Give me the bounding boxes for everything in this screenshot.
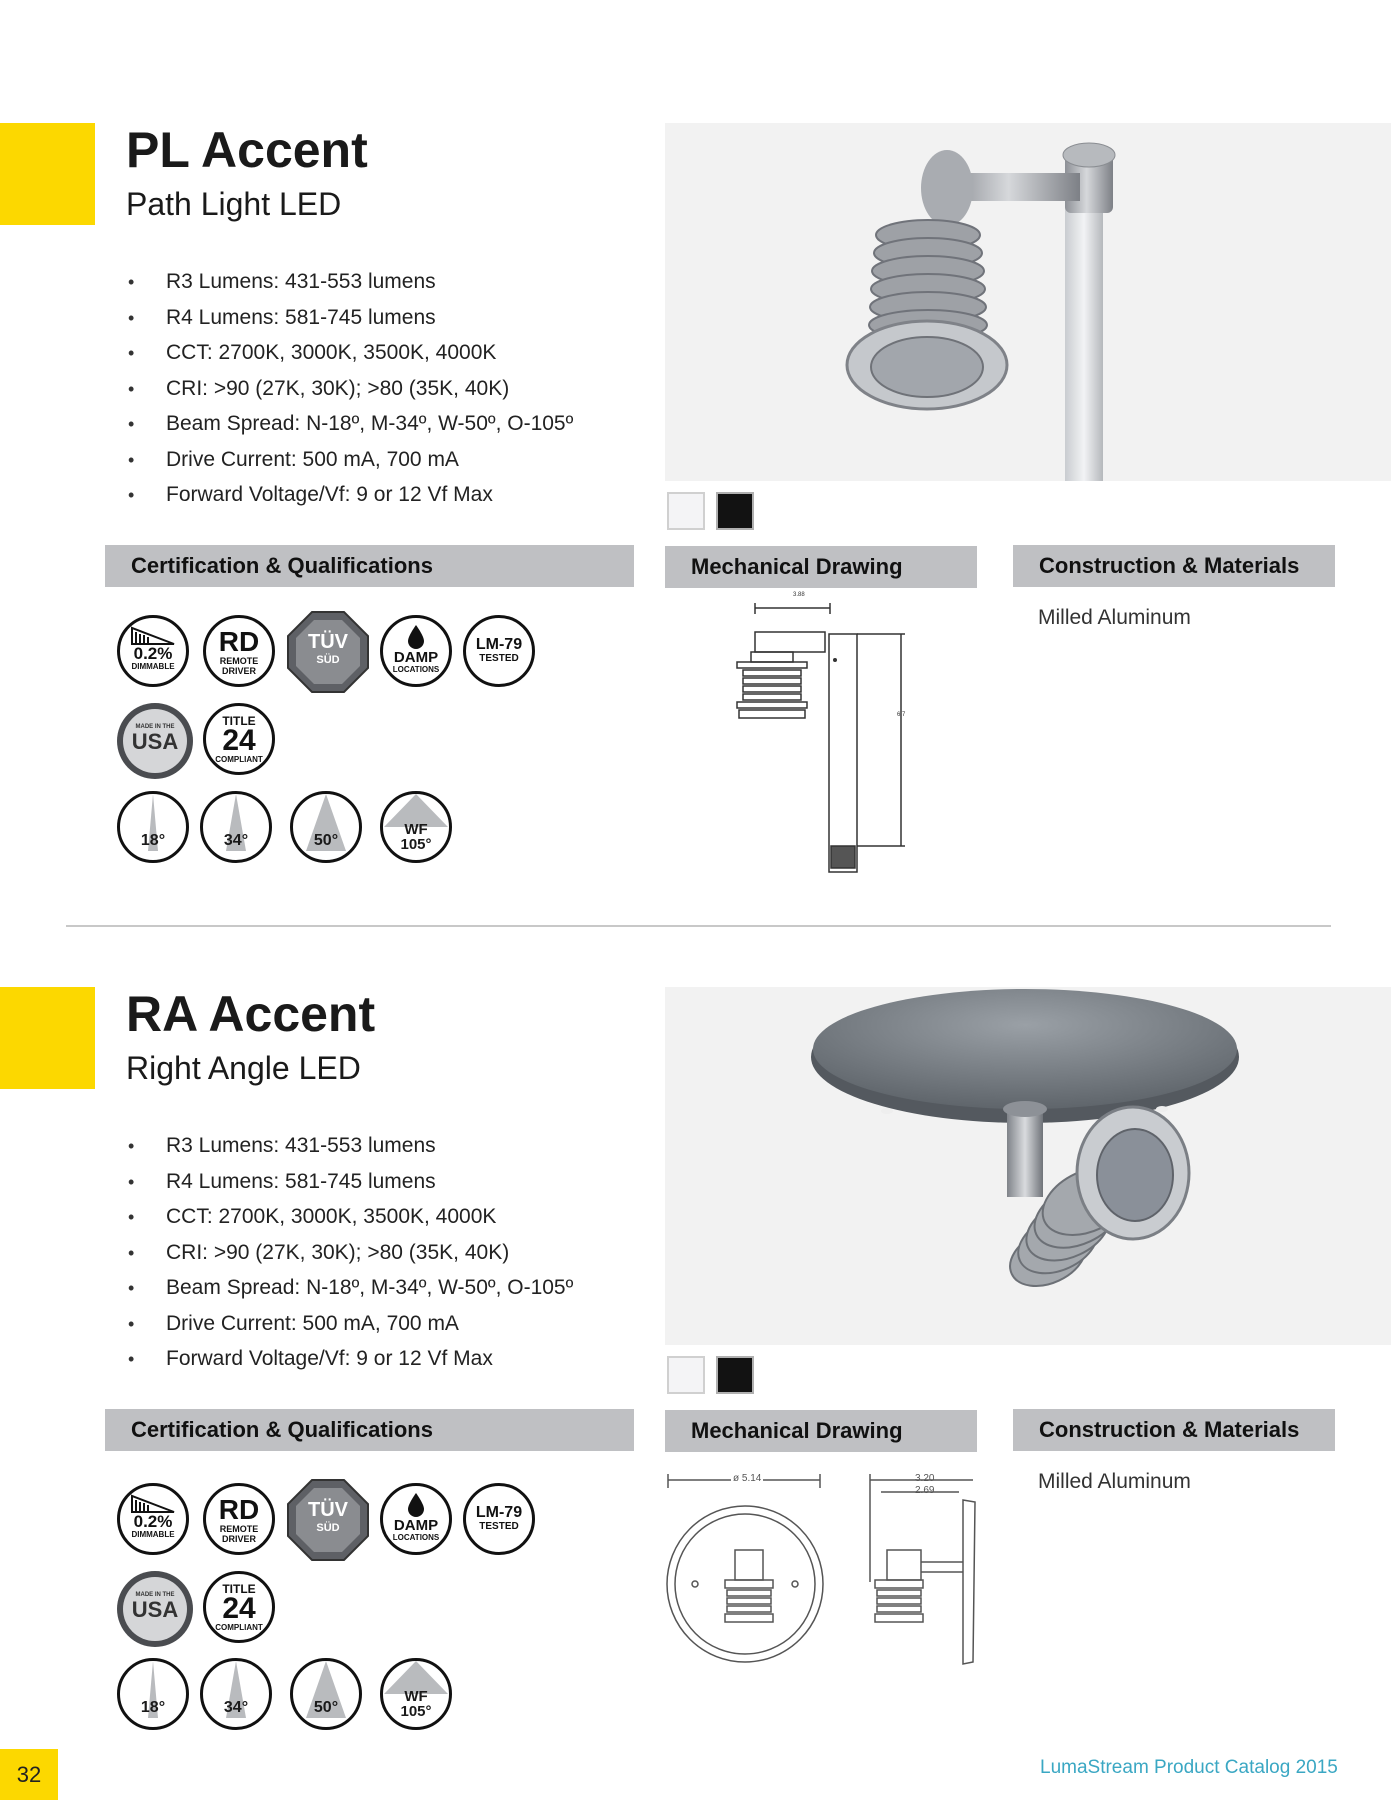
- beam-wf-bottom: 105°: [400, 836, 432, 853]
- rd-line2: DRIVER: [221, 1534, 256, 1544]
- beam-label: 50°: [313, 1699, 339, 1716]
- dimension-height: 6.7: [897, 712, 906, 718]
- finish-swatch-black[interactable]: [716, 1356, 754, 1394]
- beam-label: 34°: [223, 1699, 249, 1716]
- lm79-badge: [463, 1483, 535, 1555]
- dimmable-badge: [117, 1483, 189, 1555]
- t24-top: TITLE: [222, 714, 256, 728]
- product-title: RA Accent: [126, 986, 376, 1042]
- spec-item: • CCT: 2700K, 3000K, 3500K, 4000K: [128, 1199, 573, 1235]
- beam-label: 18°: [140, 1699, 166, 1716]
- rd-text: RD: [218, 1494, 260, 1525]
- tuv-text: TÜV: [308, 1499, 348, 1521]
- beam-label: 50°: [313, 832, 339, 849]
- droplet-icon: [406, 1492, 426, 1518]
- dimension-depth: 3.20: [915, 1473, 935, 1484]
- damp-locations-badge: [380, 1483, 452, 1555]
- dimmable-label: DIMMABLE: [131, 662, 175, 671]
- beam-wf-bottom: 105°: [400, 1703, 432, 1720]
- dimmable-value: 0.2%: [133, 1512, 173, 1531]
- t24-number: 24: [222, 1592, 256, 1625]
- lm-small: TESTED: [479, 653, 519, 664]
- beam-wf105-badge: [380, 791, 452, 863]
- page-number-box: [0, 1749, 58, 1800]
- dimension-width: 3.88: [793, 592, 805, 598]
- dimmable-label: DIMMABLE: [131, 1530, 175, 1539]
- product-photo-path-light: [665, 123, 1391, 481]
- beam-label: 18°: [140, 832, 166, 849]
- damp-small: LOCATIONS: [392, 1533, 440, 1542]
- product-photo-right-angle: [665, 987, 1391, 1345]
- remote-driver-badge: [203, 615, 275, 687]
- page-number: 32: [16, 1762, 42, 1787]
- remote-driver-badge: [203, 1483, 275, 1555]
- t24-number: 24: [222, 724, 256, 757]
- spec-item: • Drive Current: 500 mA, 700 mA: [128, 1306, 573, 1342]
- accent-bar: [0, 987, 95, 1089]
- spec-item: • Drive Current: 500 mA, 700 mA: [128, 442, 573, 478]
- damp-text: DAMP: [393, 1517, 439, 1534]
- accent-bar: [0, 123, 95, 225]
- spec-item: • R4 Lumens: 581-745 lumens: [128, 1164, 573, 1200]
- dimmable-value: 0.2%: [133, 644, 173, 663]
- catalog-footer: LumaStream Product Catalog 2015: [1040, 1757, 1338, 1778]
- spec-item: • Beam Spread: N-18º, M-34º, W-50º, O-105º: [128, 406, 573, 442]
- construction-header: Construction & Materials: [1013, 545, 1335, 587]
- beam-50-badge: [290, 791, 362, 863]
- title24-badge: [203, 703, 275, 775]
- beam-50-badge: [290, 1658, 362, 1730]
- spec-item: • R4 Lumens: 581-745 lumens: [128, 300, 573, 336]
- certification-header: Certification & Qualifications: [105, 1409, 634, 1451]
- mechanical-drawing-header: Mechanical Drawing: [665, 1410, 977, 1452]
- finish-swatch-black[interactable]: [716, 492, 754, 530]
- spec-item: • CRI: >90 (27K, 30K); >80 (35K, 40K): [128, 371, 573, 407]
- beam-label: 34°: [223, 832, 249, 849]
- mechanical-drawing-ra: [665, 1462, 977, 1740]
- made-in-usa-badge: [117, 703, 193, 779]
- rd-line1: REMOTE: [219, 1524, 259, 1534]
- spec-item: • CRI: >90 (27K, 30K); >80 (35K, 40K): [128, 1235, 573, 1271]
- t24-top: TITLE: [222, 1582, 256, 1596]
- usa-top: MADE IN THE: [135, 724, 175, 730]
- tuv-sud-logo: [286, 1478, 370, 1562]
- material-text: Milled Aluminum: [1038, 1470, 1191, 1493]
- dimension-depth-inner: 2.69: [915, 1485, 935, 1496]
- product-section-pl-accent: [0, 0, 1391, 860]
- usa-text: USA: [131, 729, 179, 754]
- rd-line2: DRIVER: [221, 666, 256, 676]
- beam-34-badge: [200, 1658, 272, 1730]
- beam-18-badge: [117, 791, 189, 863]
- mechanical-drawing-pl: [665, 592, 977, 876]
- usa-top: MADE IN THE: [135, 1592, 175, 1598]
- t24-bottom: COMPLIANT: [215, 755, 263, 764]
- usa-text: USA: [131, 1597, 179, 1622]
- spec-item: • CCT: 2700K, 3000K, 3500K, 4000K: [128, 335, 573, 371]
- beam-wf105-badge: [380, 1658, 452, 1730]
- finish-swatch-silver[interactable]: [667, 1356, 705, 1394]
- product-subtitle: Path Light LED: [126, 186, 342, 222]
- beam-wf-top: WF: [404, 821, 428, 838]
- title24-badge: [203, 1571, 275, 1643]
- certification-header: Certification & Qualifications: [105, 545, 634, 587]
- tuv-sub: SÜD: [316, 1522, 340, 1534]
- tuv-sub: SÜD: [316, 654, 340, 666]
- product-subtitle: Right Angle LED: [126, 1050, 361, 1086]
- lm79-badge: [463, 615, 535, 687]
- beam-18-badge: [117, 1658, 189, 1730]
- t24-bottom: COMPLIANT: [215, 1623, 263, 1632]
- lm-small: TESTED: [479, 1521, 519, 1532]
- beam-34-badge: [200, 791, 272, 863]
- lm-text: LM-79: [475, 636, 523, 653]
- rd-line1: REMOTE: [219, 656, 259, 666]
- spec-list: [128, 264, 573, 513]
- rd-text: RD: [218, 626, 260, 657]
- spec-item: • Forward Voltage/Vf: 9 or 12 Vf Max: [128, 477, 573, 513]
- tuv-sud-logo: [286, 610, 370, 694]
- spec-list: [128, 1128, 573, 1377]
- beam-wf-top: WF: [404, 1688, 428, 1705]
- tuv-text: TÜV: [308, 631, 348, 653]
- dimension-diameter: ø 5.14: [733, 1473, 762, 1484]
- spec-item: • Forward Voltage/Vf: 9 or 12 Vf Max: [128, 1341, 573, 1377]
- damp-text: DAMP: [393, 649, 439, 666]
- spec-item: • R3 Lumens: 431-553 lumens: [128, 1128, 573, 1164]
- spec-item: • Beam Spread: N-18º, M-34º, W-50º, O-105º: [128, 1270, 573, 1306]
- product-section-ra-accent: [0, 864, 1391, 1724]
- damp-small: LOCATIONS: [392, 665, 440, 674]
- damp-locations-badge: [380, 615, 452, 687]
- spec-item: • R3 Lumens: 431-553 lumens: [128, 264, 573, 300]
- lm-text: LM-79: [475, 1504, 523, 1521]
- made-in-usa-badge: [117, 1571, 193, 1647]
- finish-swatch-silver[interactable]: [667, 492, 705, 530]
- construction-header: Construction & Materials: [1013, 1409, 1335, 1451]
- mechanical-drawing-header: Mechanical Drawing: [665, 546, 977, 588]
- material-text: Milled Aluminum: [1038, 606, 1191, 629]
- product-title: PL Accent: [126, 122, 368, 178]
- droplet-icon: [406, 624, 426, 650]
- dimmable-badge: [117, 615, 189, 687]
